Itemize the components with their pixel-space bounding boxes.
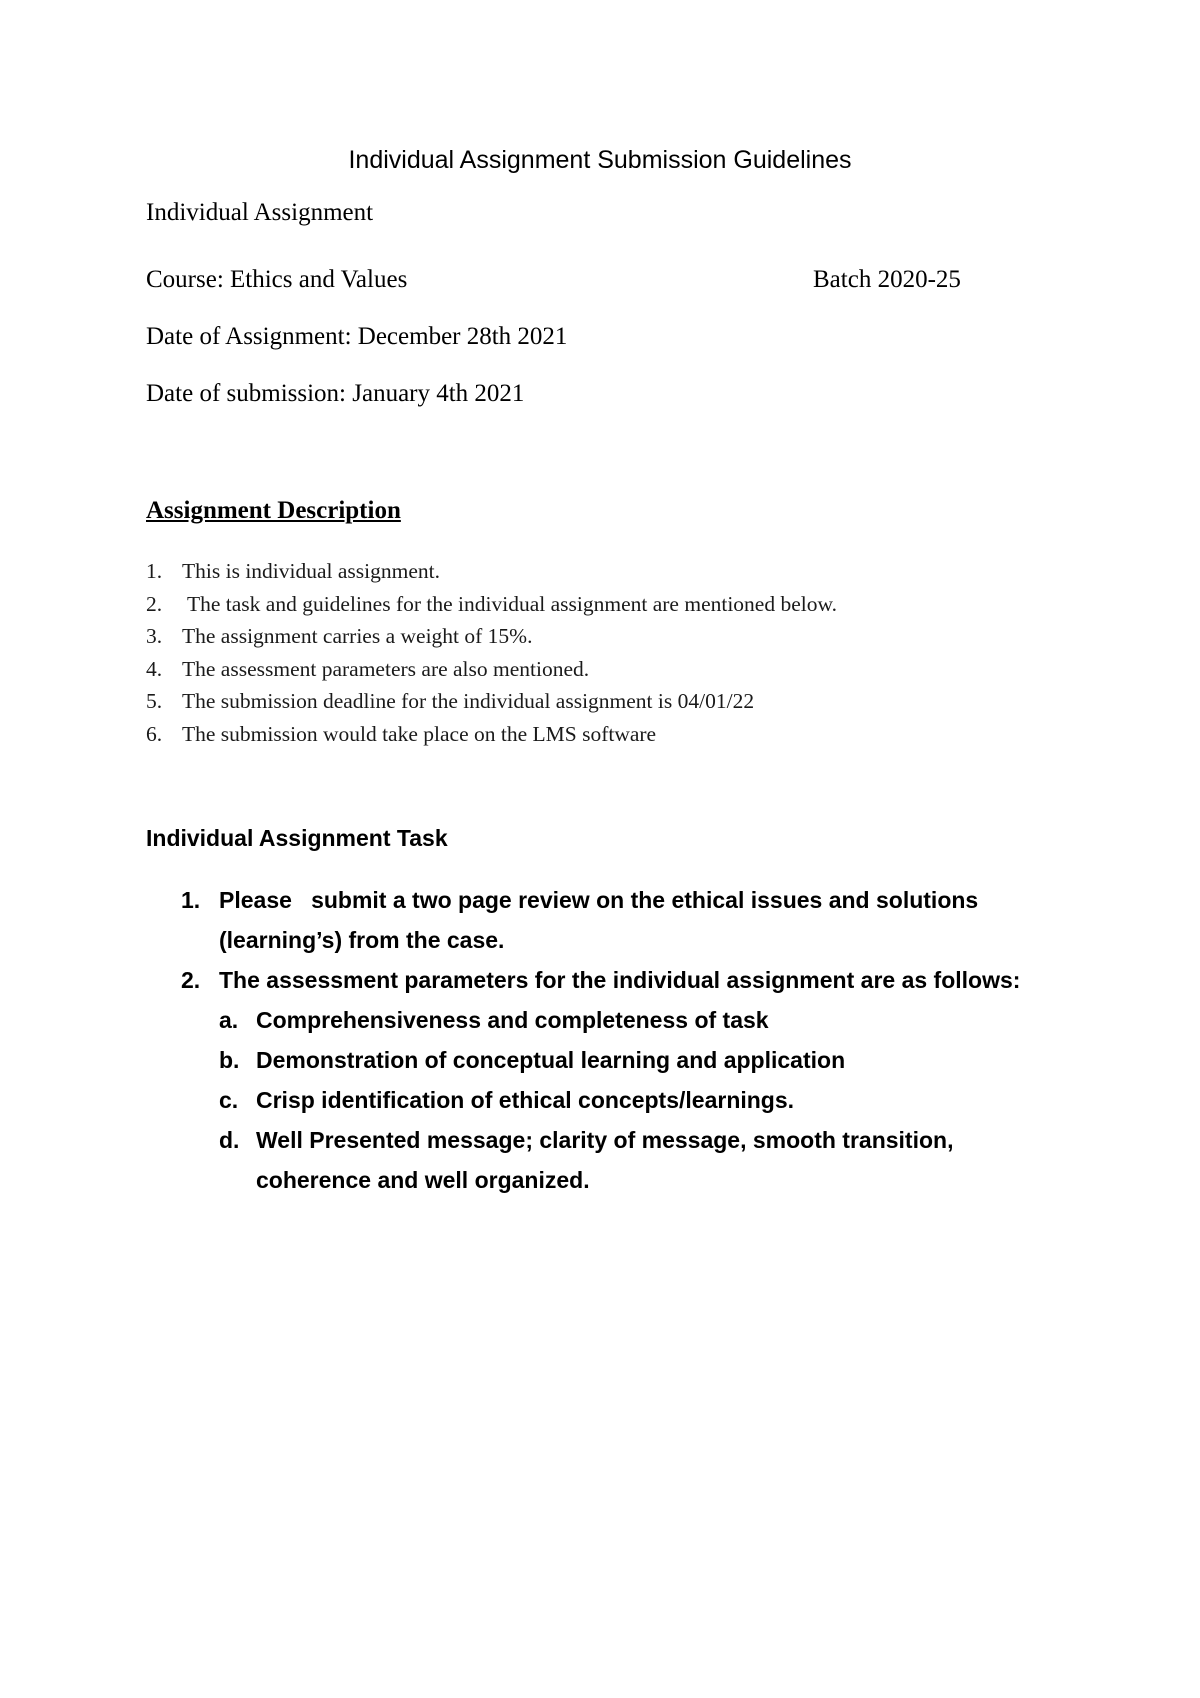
sub-item-letter: c. <box>219 1087 239 1113</box>
sub-item <box>146 1040 1046 1080</box>
sub-item-letter: a. <box>219 1007 239 1033</box>
date-of-submission: Date of submission: January 4th 2021 <box>146 380 525 407</box>
list-text: The assignment carries a weight of 15%. <box>182 624 533 648</box>
sub-item-text: Demonstration of conceptual learning and application <box>256 1047 846 1073</box>
list-item <box>146 620 837 653</box>
task-item <box>146 880 1046 960</box>
list-text: The submission deadline for the individual assignment is 04/01/22 <box>182 689 755 713</box>
list-text: This is individual assignment. <box>182 559 440 583</box>
document-subtitle: Individual Assignment <box>146 199 374 226</box>
list-item <box>146 555 837 588</box>
list-item <box>146 685 837 718</box>
course-line: Course: Ethics and Values <box>146 266 408 293</box>
sub-item <box>146 1080 1046 1120</box>
assignment-description-heading: Assignment Description <box>146 497 401 524</box>
document-title: Individual Assignment Submission Guidelines <box>348 146 852 174</box>
sub-item-letter: d. <box>219 1127 240 1153</box>
sub-item-text: Well Presented message; clarity of message, smooth transition, coherence and well organized. <box>256 1127 954 1193</box>
task-item <box>146 960 1046 1000</box>
list-number: 2. <box>146 591 163 616</box>
assignment-task-heading: Individual Assignment Task <box>146 825 448 851</box>
list-text: The assessment parameters are also mentioned. <box>182 656 590 681</box>
sub-item <box>146 1120 1046 1200</box>
description-list <box>146 555 837 750</box>
batch-line: Batch 2020-25 <box>813 266 961 293</box>
task-number: 1. <box>181 887 201 913</box>
list-item <box>146 588 837 621</box>
date-of-assignment: Date of Assignment: December 28th 2021 <box>146 323 568 350</box>
task-text: Please submit a two page review on the ethical issues and solutions (learning’s) from the case. <box>219 887 985 953</box>
list-text: The task and guidelines for the individual assignment are mentioned below. <box>182 591 837 616</box>
task-text: The assessment parameters for the individual assignment are as follows: <box>219 967 1021 993</box>
sub-item-text: Crisp identification of ethical concepts/learnings. <box>256 1087 795 1113</box>
task-number: 2. <box>181 967 201 993</box>
list-item <box>146 718 837 751</box>
list-number: 3. <box>146 624 163 648</box>
list-number: 5. <box>146 689 163 713</box>
sub-item-letter: b. <box>219 1047 240 1073</box>
list-item <box>146 653 837 686</box>
list-number: 6. <box>146 721 163 746</box>
list-text: The submission would take place on the LMS software <box>182 721 657 746</box>
sub-item <box>146 1000 1046 1040</box>
list-number: 4. <box>146 656 163 681</box>
list-number: 1. <box>146 559 163 583</box>
sub-item-text: Comprehensiveness and completeness of task <box>256 1007 769 1033</box>
task-list <box>146 880 1046 1200</box>
